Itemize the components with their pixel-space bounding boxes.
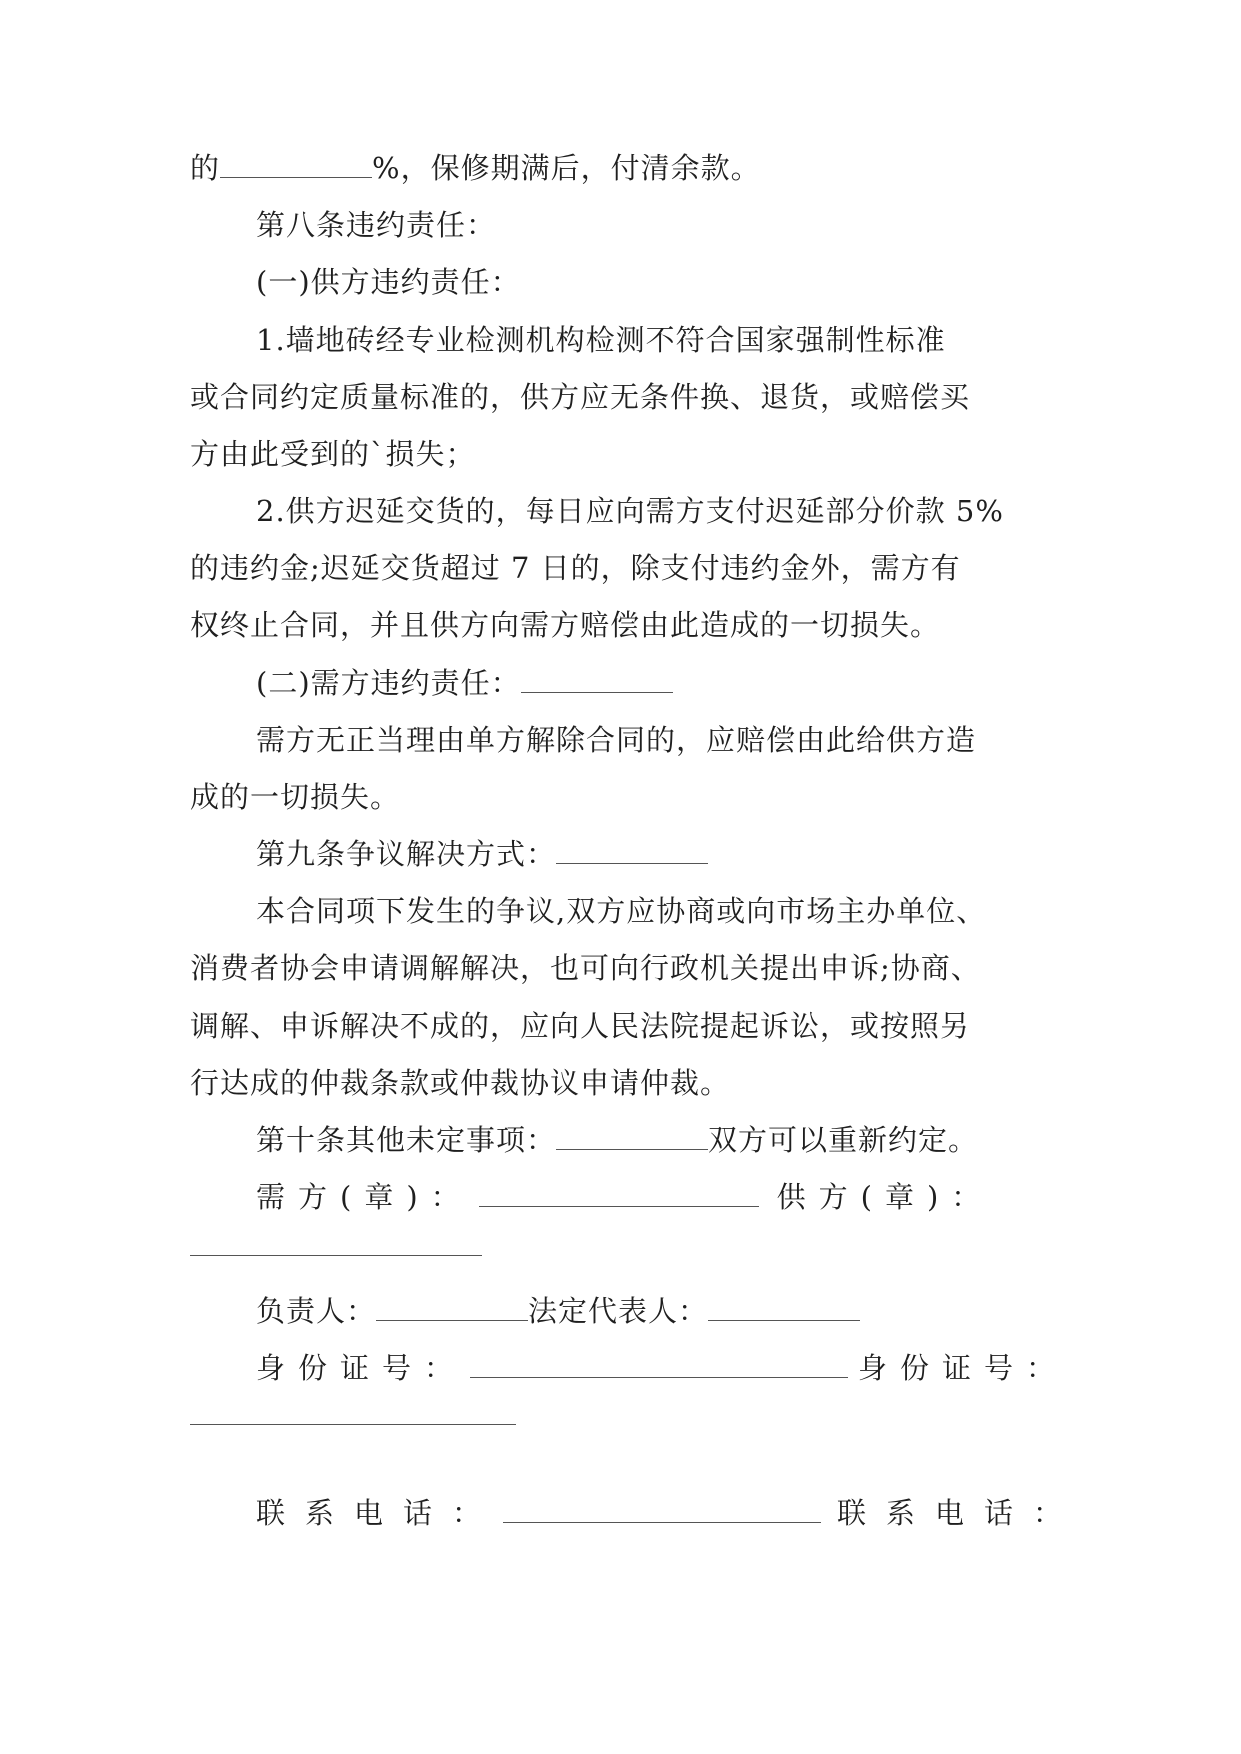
paragraph-line: 消费者协会申请调解解决，也可向行政机关提出申诉;协商、 bbox=[190, 951, 981, 985]
text-fragment: 第九条争议解决方式： bbox=[256, 837, 557, 871]
paragraph-line: 成的一切损失。 bbox=[190, 780, 401, 814]
fill-blank[interactable] bbox=[556, 1125, 708, 1150]
signature-parties-line bbox=[256, 1177, 1136, 1217]
payment-line bbox=[190, 148, 1070, 188]
buyer-id-blank[interactable] bbox=[470, 1353, 848, 1378]
text-fragment: 的 bbox=[190, 151, 221, 185]
legal-rep-blank[interactable] bbox=[708, 1296, 860, 1321]
responsible-person-label: 负责人： bbox=[256, 1294, 377, 1328]
supplier-seal-label: 供方(章)： bbox=[776, 1180, 994, 1214]
buyer-phone-blank[interactable] bbox=[503, 1498, 821, 1523]
responsible-person-line bbox=[256, 1291, 1136, 1331]
supplier-phone-label: 联系电话： bbox=[837, 1496, 1083, 1530]
supplier-id-blank[interactable] bbox=[190, 1424, 516, 1425]
paragraph-line: 本合同项下发生的争议,双方应协商或向市场主办单位、 bbox=[256, 894, 987, 928]
buyer-id-label: 身份证号： bbox=[256, 1351, 467, 1385]
paragraph-line: 1.墙地砖经专业检测机构检测不符合国家强制性标准 bbox=[256, 323, 946, 357]
fill-blank[interactable] bbox=[521, 668, 673, 693]
paragraph-line: 行达成的仲裁条款或仲裁协议申请仲裁。 bbox=[190, 1066, 731, 1100]
id-number-line bbox=[256, 1348, 1136, 1388]
paragraph-line: 需方无正当理由单方解除合同的，应赔偿由此给供方造 bbox=[256, 723, 977, 757]
buyer-liability-heading bbox=[256, 663, 1136, 703]
paragraph-line: 或合同约定质量标准的，供方应无条件换、退货，或赔偿买 bbox=[190, 380, 971, 414]
paragraph-line: 的违约金;迟延交货超过 7 日的，除支付违约金外，需方有 bbox=[190, 551, 961, 585]
supplier-seal-blank[interactable] bbox=[190, 1255, 482, 1256]
fill-blank[interactable] bbox=[220, 153, 372, 178]
article-8-heading: 第八条违约责任： bbox=[256, 208, 497, 242]
text-fragment: 双方可以重新约定。 bbox=[708, 1123, 979, 1157]
paragraph-line: 方由此受到的`损失； bbox=[190, 437, 476, 471]
article-9-heading bbox=[256, 834, 1136, 874]
article-10-line bbox=[256, 1120, 1136, 1160]
phone-line bbox=[256, 1493, 1136, 1533]
paragraph-line: 2.供方迟延交货的，每日应向需方支付迟延部分价款 5% bbox=[256, 494, 1004, 528]
text-fragment: 第十条其他未定事项： bbox=[256, 1123, 557, 1157]
supplier-id-label: 身份证号： bbox=[858, 1351, 1069, 1385]
buyer-seal-label: 需方(章)： bbox=[256, 1180, 473, 1214]
buyer-seal-blank[interactable] bbox=[479, 1182, 759, 1207]
text-fragment: %，保修期满后，付清余款。 bbox=[372, 151, 761, 185]
text-fragment: (二)需方违约责任： bbox=[256, 666, 521, 700]
legal-rep-label: 法定代表人： bbox=[528, 1294, 709, 1328]
buyer-phone-label: 联系电话： bbox=[256, 1496, 502, 1530]
paragraph-line: 调解、申诉解决不成的，应向人民法院提起诉讼，或按照另 bbox=[190, 1009, 971, 1043]
responsible-person-blank[interactable] bbox=[376, 1296, 528, 1321]
supplier-liability-heading: (一)供方违约责任： bbox=[256, 265, 521, 299]
fill-blank[interactable] bbox=[556, 839, 708, 864]
paragraph-line: 权终止合同，并且供方向需方赔偿由此造成的一切损失。 bbox=[190, 608, 941, 642]
